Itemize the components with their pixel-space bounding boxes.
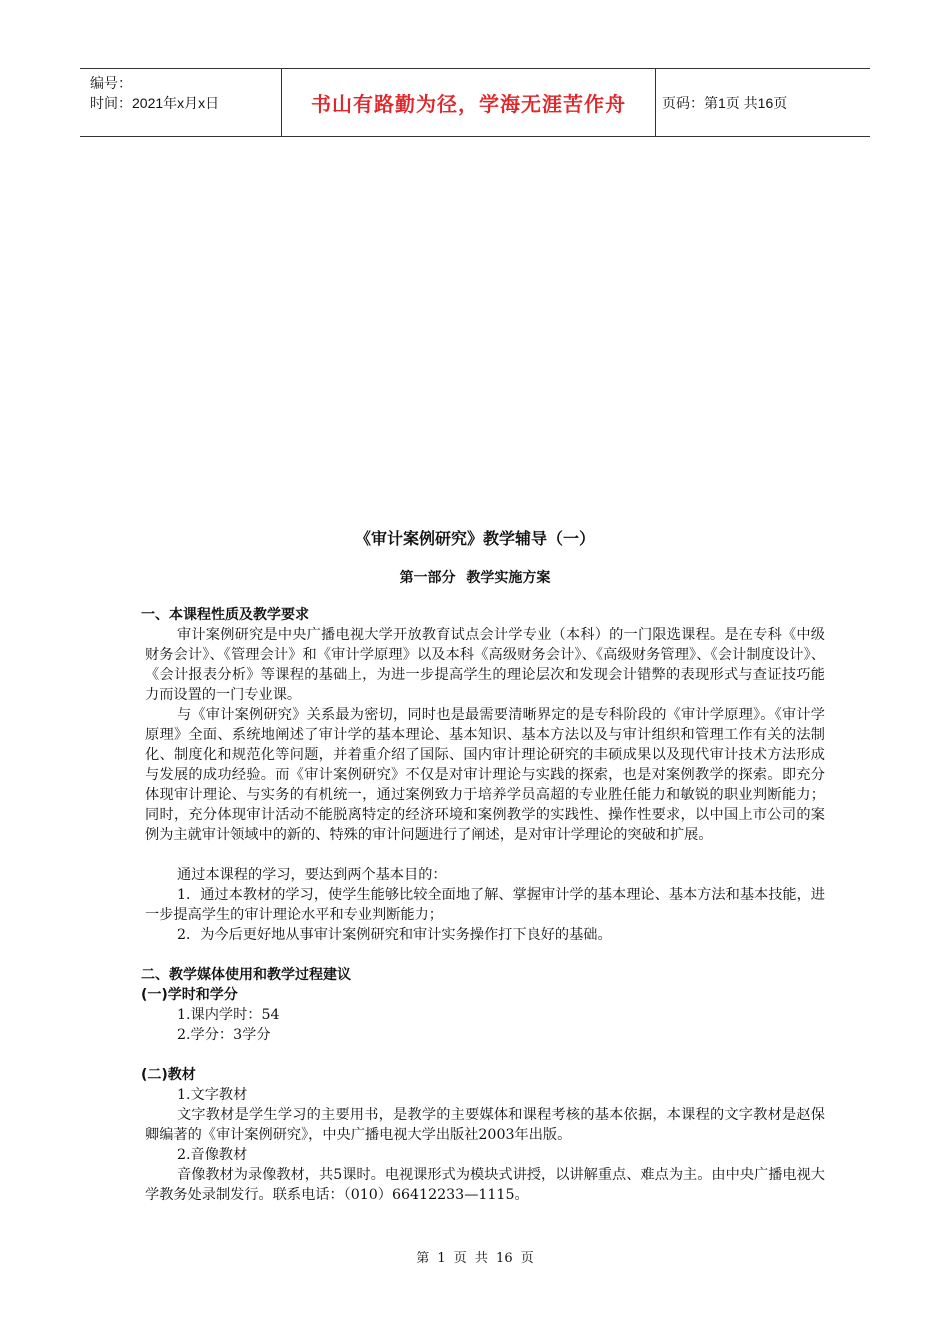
list-item: 1.课内学时：54 — [177, 1007, 280, 1023]
paragraph: 音像教材为录像教材，共5课时。电视课形式为模块式讲授，以讲解重点、难点为主。由中央广播电视大学教务处录制发行。联系电话：（010）66412233—1115。 — [145, 1167, 825, 1203]
page-footer: 第 1 页 共 16 页 — [416, 1251, 534, 1266]
document-number-label: 编号： — [90, 75, 132, 91]
document-time-label: 时间：2021年x月x日 — [90, 95, 220, 111]
part-title: 第一部分 教学实施方案 — [399, 570, 551, 586]
paragraph: 2．为今后更好地从事审计案例研究和审计实务操作打下良好的基础。 — [177, 927, 612, 943]
section-heading-1: 一、本课程性质及教学要求 — [141, 607, 309, 623]
document-body — [141, 605, 825, 1205]
section-heading-2: 二、教学媒体使用和教学过程建议 — [141, 967, 351, 983]
header-motto: 书山有路勤为径，学海无涯苦作舟 — [282, 69, 656, 136]
document-title: 《审计案例研究》教学辅导（一） — [354, 529, 595, 548]
list-item: 1.文字教材 — [177, 1087, 248, 1103]
paragraph: 通过本课程的学习，要达到两个基本目的： — [177, 867, 447, 883]
paragraph: 1．通过本教材的学习，使学生能够比较全面地了解、掌握审计学的基本理论、基本方法和基本技能，进一步提高学生的审计理论水平和专业判断能力； — [145, 887, 825, 923]
list-item: 2.学分：3学分 — [177, 1027, 271, 1043]
header-meta-cell — [80, 69, 282, 136]
subsection-heading: (二)教材 — [141, 1067, 196, 1083]
subsection-heading: (一)学时和学分 — [141, 987, 238, 1003]
page-header — [80, 68, 870, 137]
paragraph: 审计案例研究是中央广播电视大学开放教育试点会计学专业（本科）的一门限选课程。是在专科《中级财务会计》、《管理会计》和《审计学原理》以及本科《高级财务会计》、《高级财务管理》、《会计制度设计》、《会计报表分析》等课程的基础上，为进一步提高学生的理论层次和发现会计错弊的表现形式与查证技巧能力而设置的一门专业课。 — [145, 627, 825, 703]
paragraph: 与《审计案例研究》关系最为密切，同时也是最需要清晰界定的是专科阶段的《审计学原理》。《审计学原理》全面、系统地阐述了审计学的基本理论、基本知识、基本方法以及与审计组织和管理工作有关的法制化、制度化和规范化等问题，并着重介绍了国际、国内审计理论研究的丰硕成果以及现代审计技术方法形成与发展的成功经验。而《审计案例研究》不仅是对审计理论与实践的探索，也是对案例教学的探索。即充分体现审计理论、与实务的有机统一，通过案例致力于培养学员高超的专业胜任能力和敏锐的职业判断能力；同时，充分体现审计活动不能脱离特定的经济环境和案例教学的实践性、操作性要求，以中国上市公司的案例为主就审计领域中的新的、特殊的审计问题进行了阐述，是对审计学理论的突破和扩展。 — [145, 707, 825, 843]
paragraph: 文字教材是学生学习的主要用书，是教学的主要媒体和课程考核的基本依据，本课程的文字教材是赵保卿编著的《审计案例研究》，中央广播电视大学出版社2003年出版。 — [145, 1107, 825, 1143]
list-item: 2.音像教材 — [177, 1147, 248, 1163]
header-page-info: 页码：第1页 共16页 — [662, 94, 788, 111]
